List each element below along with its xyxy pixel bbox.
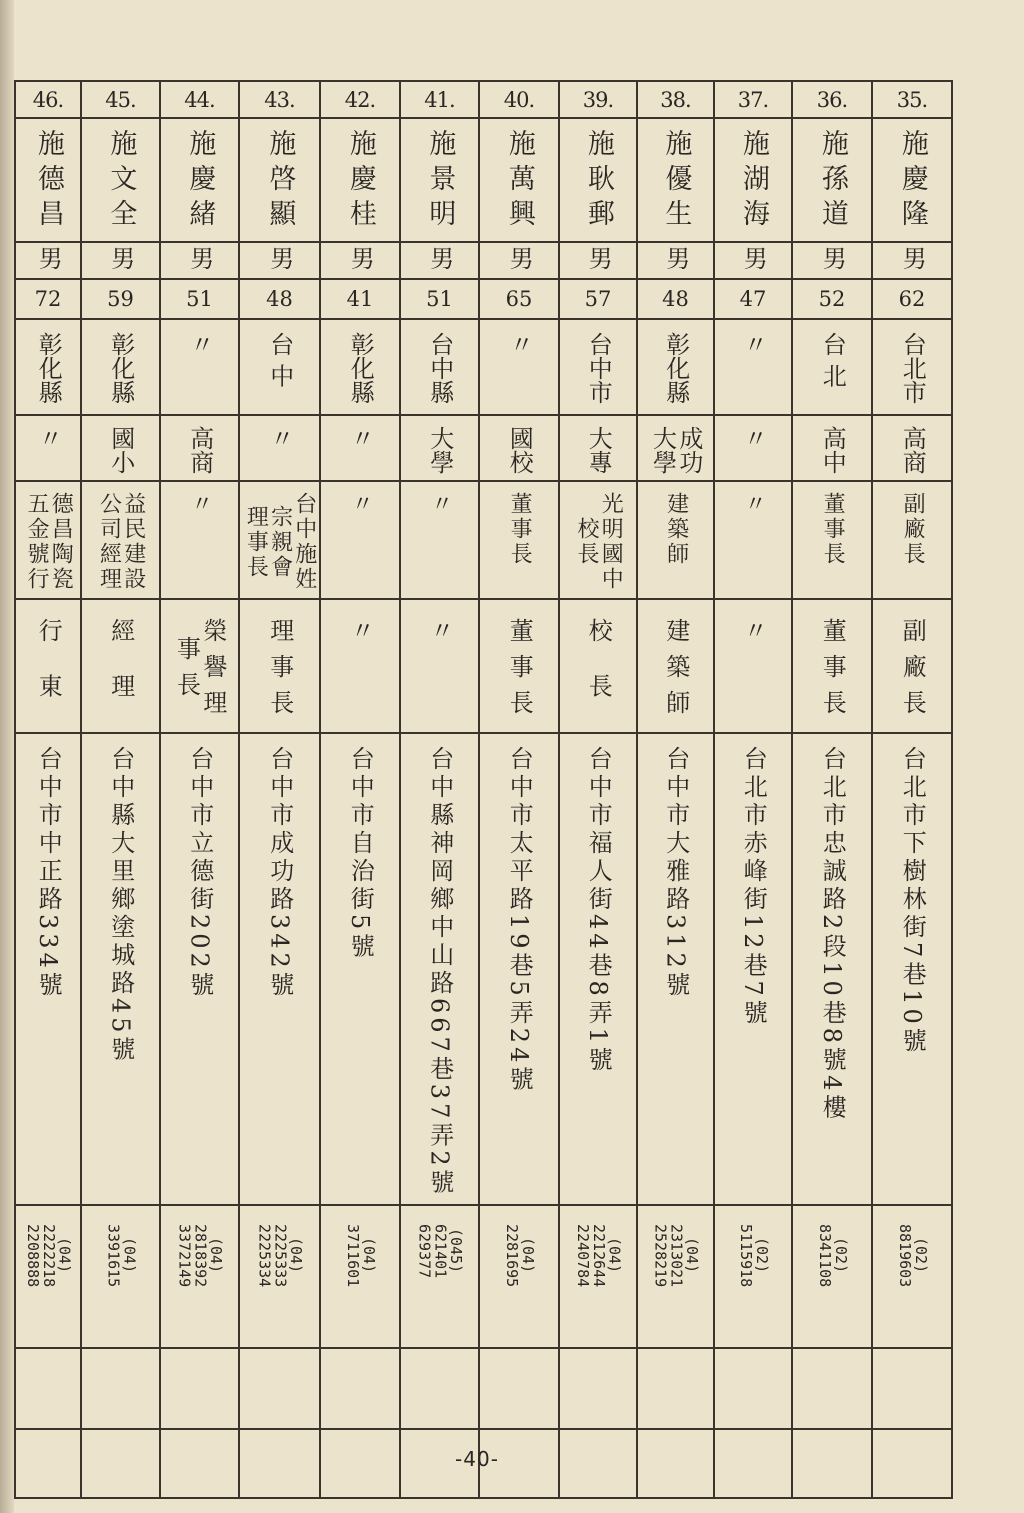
phone-text: (04) 2222218 2208888 bbox=[24, 1223, 74, 1287]
address-text: 台北市忠誠路2段10巷8號4樓 bbox=[818, 746, 847, 1123]
cell-name bbox=[320, 118, 400, 242]
cell-age bbox=[637, 279, 714, 319]
cell-age bbox=[400, 279, 479, 319]
cell-name bbox=[637, 118, 714, 242]
name-text: 施啓顯 bbox=[264, 129, 296, 234]
no-text: 41. bbox=[424, 87, 455, 112]
cell-place bbox=[479, 319, 559, 415]
cell-education bbox=[160, 415, 239, 481]
position-text: 榮譽理 事長 bbox=[172, 618, 227, 726]
cell-place bbox=[160, 319, 239, 415]
occupation-text: 益民建設 公司經理 bbox=[96, 492, 146, 592]
age-text: 62 bbox=[898, 287, 926, 311]
cell-occupation bbox=[479, 481, 559, 599]
cell-sex bbox=[239, 242, 320, 279]
cell-place bbox=[792, 319, 872, 415]
sex-text: 男 bbox=[106, 245, 135, 270]
cell-position bbox=[872, 599, 952, 733]
cell-occupation bbox=[320, 481, 400, 599]
cell-place bbox=[15, 319, 81, 415]
occupation-text: 副廠長 bbox=[900, 492, 926, 567]
address-text: 台中市福人街44巷8弄1號 bbox=[584, 746, 613, 1076]
row-no bbox=[15, 81, 952, 118]
no-text: 43. bbox=[264, 87, 295, 112]
place-text: 彰化縣 bbox=[106, 332, 135, 404]
place-text: 〃 bbox=[505, 332, 534, 356]
occupation-text: 〃 bbox=[427, 492, 453, 517]
cell-name bbox=[81, 118, 160, 242]
address-text: 台中縣神岡鄉中山路667巷37弄2號 bbox=[425, 746, 454, 1198]
cell-occupation bbox=[160, 481, 239, 599]
position-text: 副廠長 bbox=[898, 618, 927, 726]
row-position bbox=[15, 599, 952, 733]
cell-blank bbox=[714, 1348, 792, 1429]
row-phone bbox=[15, 1205, 952, 1348]
cell-phone bbox=[160, 1205, 239, 1348]
cell-occupation bbox=[637, 481, 714, 599]
occupation-text: 〃 bbox=[187, 492, 213, 517]
cell-age bbox=[479, 279, 559, 319]
cell-blank bbox=[559, 1348, 637, 1429]
cell-phone bbox=[400, 1205, 479, 1348]
place-text: 彰化縣 bbox=[661, 332, 690, 404]
cell-position bbox=[479, 599, 559, 733]
education-text: 高商 bbox=[898, 426, 927, 474]
member-directory-table bbox=[14, 80, 953, 1499]
cell-name bbox=[872, 118, 952, 242]
cell-address bbox=[15, 733, 81, 1205]
cell-no bbox=[637, 81, 714, 118]
cell-phone bbox=[81, 1205, 160, 1348]
cell-blank bbox=[15, 1348, 81, 1429]
cell-age bbox=[714, 279, 792, 319]
cell-education bbox=[15, 415, 81, 481]
cell-education bbox=[479, 415, 559, 481]
no-text: 38. bbox=[660, 87, 691, 112]
cell-occupation bbox=[239, 481, 320, 599]
cell-sex bbox=[400, 242, 479, 279]
no-text: 37. bbox=[737, 87, 769, 112]
cell-position bbox=[637, 599, 714, 733]
cell-no bbox=[479, 81, 559, 118]
place-text: 台 北 bbox=[818, 332, 847, 388]
cell-education bbox=[559, 415, 637, 481]
phone-text: (04) 3711601 bbox=[344, 1223, 378, 1287]
name-text: 施德昌 bbox=[32, 129, 64, 234]
cell-sex bbox=[792, 242, 872, 279]
name-text: 施景明 bbox=[424, 129, 456, 234]
name-text: 施優生 bbox=[660, 129, 692, 234]
cell-sex bbox=[160, 242, 239, 279]
cell-address bbox=[637, 733, 714, 1205]
cell-blank bbox=[81, 1429, 160, 1498]
cell-blank bbox=[792, 1429, 872, 1498]
cell-place bbox=[239, 319, 320, 415]
cell-address bbox=[239, 733, 320, 1205]
cell-place bbox=[400, 319, 479, 415]
cell-education bbox=[400, 415, 479, 481]
name-text: 施慶隆 bbox=[896, 129, 928, 234]
cell-name bbox=[714, 118, 792, 242]
position-text: 〃 bbox=[425, 618, 454, 654]
cell-blank bbox=[320, 1429, 400, 1498]
age-text: 51 bbox=[186, 287, 213, 311]
cell-phone bbox=[479, 1205, 559, 1348]
cell-address bbox=[872, 733, 952, 1205]
cell-no bbox=[81, 81, 160, 118]
sex-text: 男 bbox=[661, 245, 690, 270]
cell-age bbox=[792, 279, 872, 319]
age-text: 59 bbox=[107, 287, 134, 311]
address-text: 台中市立德街202號 bbox=[185, 746, 214, 1000]
occupation-text: 建築師 bbox=[663, 492, 689, 567]
no-text: 39. bbox=[582, 87, 614, 112]
place-text: 台 中 bbox=[265, 332, 294, 388]
cell-phone bbox=[714, 1205, 792, 1348]
place-text: 台北市 bbox=[898, 332, 927, 404]
cell-place bbox=[320, 319, 400, 415]
sex-text: 男 bbox=[425, 245, 454, 270]
cell-position bbox=[320, 599, 400, 733]
cell-no bbox=[400, 81, 479, 118]
name-text: 施萬興 bbox=[503, 129, 535, 234]
cell-occupation bbox=[15, 481, 81, 599]
place-text: 〃 bbox=[739, 332, 768, 356]
cell-occupation bbox=[400, 481, 479, 599]
page-edge bbox=[0, 0, 14, 1513]
cell-no bbox=[320, 81, 400, 118]
no-text: 35. bbox=[896, 87, 928, 112]
cell-education bbox=[714, 415, 792, 481]
age-text: 41 bbox=[346, 287, 374, 311]
phone-text: (04) 2225333 2225334 bbox=[255, 1223, 306, 1287]
sex-text: 男 bbox=[898, 245, 927, 270]
name-text: 施湖海 bbox=[737, 129, 769, 234]
education-text: 〃 bbox=[346, 426, 375, 450]
place-text: 台中縣 bbox=[425, 332, 454, 404]
place-text: 彰化縣 bbox=[346, 332, 375, 404]
cell-sex bbox=[872, 242, 952, 279]
place-text: 彰化縣 bbox=[34, 332, 63, 404]
occupation-text: 〃 bbox=[348, 492, 374, 517]
cell-position bbox=[239, 599, 320, 733]
cell-occupation bbox=[559, 481, 637, 599]
phone-text: (04) 3391615 bbox=[104, 1223, 139, 1287]
education-text: 高商 bbox=[185, 426, 214, 474]
cell-name bbox=[400, 118, 479, 242]
position-text: 理事長 bbox=[265, 618, 294, 726]
education-text: 〃 bbox=[34, 426, 63, 450]
name-text: 施文全 bbox=[105, 129, 137, 234]
cell-name bbox=[792, 118, 872, 242]
cell-position bbox=[160, 599, 239, 733]
cell-occupation bbox=[714, 481, 792, 599]
cell-phone bbox=[637, 1205, 714, 1348]
cell-no bbox=[160, 81, 239, 118]
cell-place bbox=[872, 319, 952, 415]
cell-place bbox=[637, 319, 714, 415]
cell-age bbox=[559, 279, 637, 319]
cell-phone bbox=[872, 1205, 952, 1348]
name-text: 施慶緒 bbox=[184, 129, 216, 234]
cell-phone bbox=[15, 1205, 81, 1348]
cell-blank bbox=[15, 1429, 81, 1498]
cell-name bbox=[15, 118, 81, 242]
cell-no bbox=[714, 81, 792, 118]
address-text: 台北市下樹林街7巷10號 bbox=[898, 746, 927, 1056]
cell-age bbox=[160, 279, 239, 319]
occupation-text: 德昌陶瓷 五金號行 bbox=[24, 492, 74, 592]
cell-position bbox=[792, 599, 872, 733]
no-text: 46. bbox=[32, 87, 64, 112]
cell-position bbox=[559, 599, 637, 733]
occupation-text: 〃 bbox=[741, 492, 767, 517]
education-text: 大學 bbox=[425, 426, 454, 474]
phone-text: (04) 2281695 bbox=[503, 1223, 537, 1287]
address-text: 台北市赤峰街12巷7號 bbox=[739, 746, 768, 1028]
cell-blank bbox=[400, 1348, 479, 1429]
cell-no bbox=[239, 81, 320, 118]
phone-text: (04) 2313021 2528219 bbox=[651, 1223, 702, 1287]
cell-age bbox=[81, 279, 160, 319]
phone-text: (045) 621401 629377 bbox=[415, 1223, 466, 1278]
cell-address bbox=[81, 733, 160, 1205]
education-text: 國小 bbox=[106, 426, 135, 474]
cell-education bbox=[81, 415, 160, 481]
no-text: 36. bbox=[816, 87, 848, 112]
cell-address bbox=[792, 733, 872, 1205]
no-text: 42. bbox=[344, 87, 376, 112]
sex-text: 男 bbox=[584, 245, 613, 270]
row-sex bbox=[15, 242, 952, 279]
cell-no bbox=[559, 81, 637, 118]
cell-blank bbox=[81, 1348, 160, 1429]
cell-place bbox=[559, 319, 637, 415]
sex-text: 男 bbox=[185, 245, 214, 270]
cell-blank bbox=[160, 1348, 239, 1429]
row-name bbox=[15, 118, 952, 242]
cell-education bbox=[872, 415, 952, 481]
cell-sex bbox=[81, 242, 160, 279]
address-text: 台中市成功路342號 bbox=[265, 746, 294, 1000]
cell-name bbox=[160, 118, 239, 242]
position-text: 董事長 bbox=[818, 618, 847, 726]
cell-blank bbox=[239, 1348, 320, 1429]
no-text: 45. bbox=[105, 87, 136, 112]
address-text: 台中市自治街5號 bbox=[346, 746, 375, 962]
age-text: 48 bbox=[266, 287, 293, 311]
cell-name bbox=[239, 118, 320, 242]
name-text: 施慶桂 bbox=[344, 129, 376, 234]
sex-text: 男 bbox=[505, 245, 534, 270]
phone-text: (02) 8341108 bbox=[816, 1223, 850, 1287]
cell-blank bbox=[160, 1429, 239, 1498]
cell-age bbox=[320, 279, 400, 319]
row-address bbox=[15, 733, 952, 1205]
cell-blank bbox=[872, 1348, 952, 1429]
cell-blank bbox=[320, 1348, 400, 1429]
position-text: 〃 bbox=[346, 618, 375, 654]
age-text: 72 bbox=[34, 287, 62, 311]
cell-phone bbox=[320, 1205, 400, 1348]
position-text: 〃 bbox=[739, 618, 768, 654]
cell-blank bbox=[872, 1429, 952, 1498]
phone-text: (02) 5115918 bbox=[737, 1223, 771, 1287]
cell-phone bbox=[792, 1205, 872, 1348]
cell-position bbox=[714, 599, 792, 733]
cell-position bbox=[400, 599, 479, 733]
cell-address bbox=[714, 733, 792, 1205]
cell-blank bbox=[792, 1348, 872, 1429]
cell-phone bbox=[239, 1205, 320, 1348]
cell-phone bbox=[559, 1205, 637, 1348]
cell-age bbox=[872, 279, 952, 319]
cell-position bbox=[81, 599, 160, 733]
cell-education bbox=[637, 415, 714, 481]
cell-education bbox=[239, 415, 320, 481]
age-text: 51 bbox=[426, 287, 453, 311]
sex-text: 男 bbox=[818, 245, 847, 270]
cell-blank bbox=[239, 1429, 320, 1498]
no-text: 44. bbox=[184, 87, 215, 112]
cell-sex bbox=[714, 242, 792, 279]
education-text: 成功 大學 bbox=[648, 426, 703, 474]
cell-sex bbox=[559, 242, 637, 279]
cell-address bbox=[400, 733, 479, 1205]
cell-blank bbox=[637, 1348, 714, 1429]
name-text: 施孫道 bbox=[816, 129, 848, 234]
age-text: 65 bbox=[505, 287, 533, 311]
position-text: 行 東 bbox=[34, 618, 63, 710]
phone-text: (04) 2212644 2240784 bbox=[574, 1223, 624, 1287]
cell-age bbox=[239, 279, 320, 319]
cell-name bbox=[559, 118, 637, 242]
sex-text: 男 bbox=[346, 245, 375, 270]
cell-no bbox=[792, 81, 872, 118]
row-education bbox=[15, 415, 952, 481]
occupation-text: 董事長 bbox=[820, 492, 846, 567]
address-text: 台中縣大里鄉塗城路45號 bbox=[106, 746, 135, 1065]
cell-address bbox=[320, 733, 400, 1205]
cell-blank bbox=[479, 1348, 559, 1429]
cell-no bbox=[15, 81, 81, 118]
cell-name bbox=[479, 118, 559, 242]
age-text: 48 bbox=[662, 287, 689, 311]
cell-blank bbox=[559, 1429, 637, 1498]
cell-occupation bbox=[792, 481, 872, 599]
occupation-text: 董事長 bbox=[507, 492, 533, 567]
cell-sex bbox=[15, 242, 81, 279]
cell-address bbox=[479, 733, 559, 1205]
position-text: 經 理 bbox=[106, 618, 135, 710]
cell-address bbox=[160, 733, 239, 1205]
address-text: 台中市中正路334號 bbox=[34, 746, 63, 1000]
age-text: 52 bbox=[818, 287, 846, 311]
cell-address bbox=[559, 733, 637, 1205]
occupation-text: 光明國中 校長 bbox=[574, 492, 624, 592]
education-text: 〃 bbox=[739, 426, 768, 450]
sex-text: 男 bbox=[34, 245, 63, 270]
page-number: -40- bbox=[455, 1447, 499, 1471]
no-text: 40. bbox=[503, 87, 535, 112]
age-text: 47 bbox=[739, 287, 767, 311]
education-text: 大專 bbox=[584, 426, 613, 474]
phone-text: (04) 2818392 3372149 bbox=[175, 1223, 226, 1287]
position-text: 建築師 bbox=[661, 618, 690, 726]
cell-age bbox=[15, 279, 81, 319]
row-age bbox=[15, 279, 952, 319]
cell-place bbox=[714, 319, 792, 415]
cell-sex bbox=[320, 242, 400, 279]
position-text: 董事長 bbox=[505, 618, 534, 726]
address-text: 台中市太平路19巷5弄24號 bbox=[505, 746, 534, 1095]
cell-blank bbox=[714, 1429, 792, 1498]
education-text: 國校 bbox=[505, 426, 534, 474]
cell-education bbox=[320, 415, 400, 481]
row-place bbox=[15, 319, 952, 415]
cell-occupation bbox=[81, 481, 160, 599]
cell-blank bbox=[637, 1429, 714, 1498]
row-occupation bbox=[15, 481, 952, 599]
position-text: 校 長 bbox=[584, 618, 613, 710]
phone-text: (02) 8819603 bbox=[896, 1223, 930, 1287]
cell-education bbox=[792, 415, 872, 481]
place-text: 台中市 bbox=[584, 332, 613, 404]
cell-sex bbox=[637, 242, 714, 279]
name-text: 施耿郵 bbox=[582, 129, 614, 234]
age-text: 57 bbox=[584, 287, 612, 311]
sex-text: 男 bbox=[265, 245, 294, 270]
cell-no bbox=[872, 81, 952, 118]
row-blank bbox=[15, 1348, 952, 1429]
place-text: 〃 bbox=[185, 332, 214, 356]
cell-position bbox=[15, 599, 81, 733]
education-text: 〃 bbox=[265, 426, 294, 450]
cell-place bbox=[81, 319, 160, 415]
sex-text: 男 bbox=[739, 245, 768, 270]
occupation-text: 台中施姓 宗親會 理事長 bbox=[243, 492, 317, 592]
cell-sex bbox=[479, 242, 559, 279]
address-text: 台中市大雅路312號 bbox=[661, 746, 690, 1000]
education-text: 高中 bbox=[818, 426, 847, 474]
cell-occupation bbox=[872, 481, 952, 599]
